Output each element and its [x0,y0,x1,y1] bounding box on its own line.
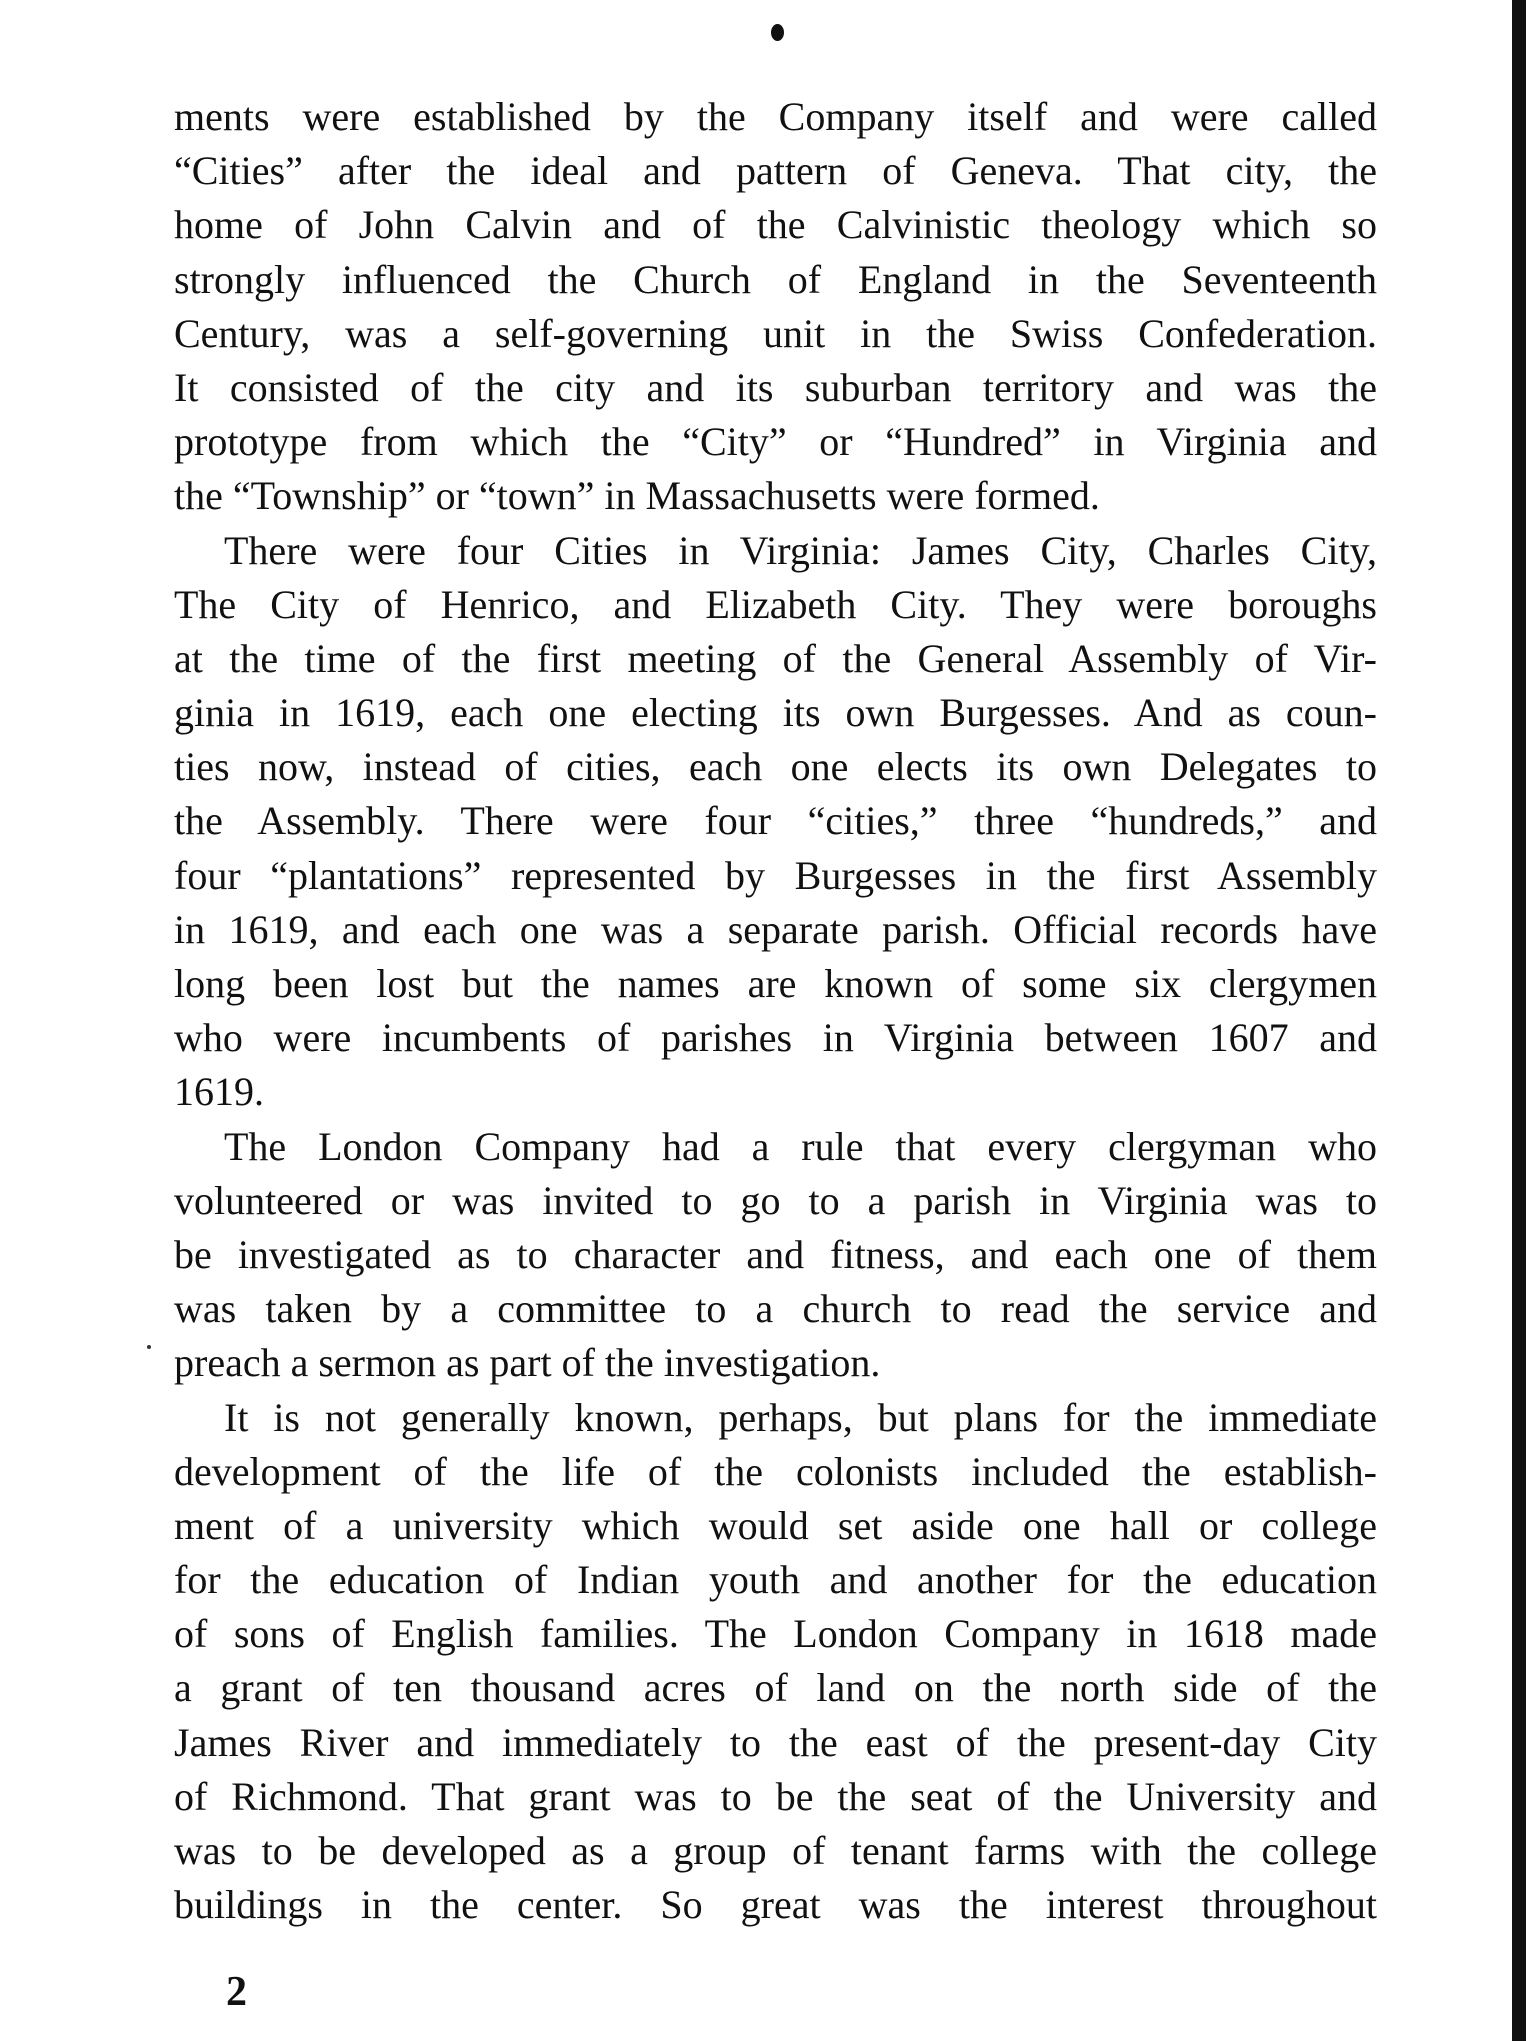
text-line: strongly influenced the Church of England in the Seventeenth [174,256,1377,302]
text-line: prototype from which the “City” or “Hundred” in Virginia and [174,419,1377,465]
text-line: It is not generally known, perhaps, but plans for the immediate [224,1394,1377,1440]
text-line: in 1619, and each one was a separate parish. Official records have [174,906,1377,952]
text-line: the Assembly. There were four “cities,” three “hundreds,” and [174,798,1377,844]
paragraph [174,90,1377,524]
text-line: was to be developed as a group of tenant farms with the college [174,1828,1377,1873]
text-line: ment of a university which would set aside one hall or college [174,1502,1377,1548]
paragraph [174,1120,1377,1391]
text-line: volunteered or was invited to go to a parish in Virginia was to [174,1177,1377,1223]
text-line: who were incumbents of parishes in Virginia between 1607 and [174,1015,1377,1061]
text-line: It consisted of the city and its suburban territory and was the [174,364,1377,410]
text-line: 1619. [174,1069,264,1115]
text-line: home of John Calvin and of the Calvinistic theology which so [174,202,1377,248]
text-line: The City of Henrico, and Elizabeth City. They were boroughs [174,581,1377,627]
text-line: be investigated as to character and fitness, and each one of them [174,1231,1377,1277]
text-line: long been lost but the names are known of some six clergymen [174,961,1377,1006]
scan-edge-shadow [1512,0,1526,2041]
printer-mark-dot [771,24,784,41]
text-line: preach a sermon as part of the investigation. [174,1340,881,1386]
body-text [174,90,1377,1932]
text-line: buildings in the center. So great was the interest throughout [174,1882,1377,1928]
text-line: The London Company had a rule that every clergyman who [224,1123,1377,1169]
text-line: four “plantations” represented by Burgesses in the first Assembly [174,852,1377,898]
text-line: of sons of English families. The London Company in 1618 made [174,1611,1377,1657]
text-line: at the time of the first meeting of the General Assembly of Vir- [174,635,1377,681]
text-line: was taken by a committee to a church to read the service and [174,1286,1377,1332]
text-line: development of the life of the colonists included the establish- [174,1448,1377,1494]
text-line: a grant of ten thousand acres of land on the north side of the [174,1665,1377,1711]
text-line: the “Township” or “town” in Massachusetts were formed. [174,473,1100,519]
text-line: There were four Cities in Virginia: James City, Charles City, [224,527,1377,573]
paragraph [174,1391,1377,1933]
text-line: for the education of Indian youth and another for the education [174,1557,1377,1603]
text-line: ginia in 1619, each one electing its own Burgesses. And as coun- [174,690,1377,736]
text-line: James River and immediately to the east of the present-day City [174,1719,1377,1765]
text-line: Century, was a self-governing unit in the Swiss Confederation. [174,310,1377,356]
text-line: “Cities” after the ideal and pattern of Geneva. That city, the [174,148,1377,194]
paragraph [174,524,1377,1120]
text-line: of Richmond. That grant was to be the seat of the University and [174,1773,1377,1819]
scan-speck [147,1345,151,1349]
text-line: ments were established by the Company itself and were called [174,94,1377,139]
text-line: ties now, instead of cities, each one elects its own Delegates to [174,744,1377,790]
page-number: 2 [226,1969,247,2015]
